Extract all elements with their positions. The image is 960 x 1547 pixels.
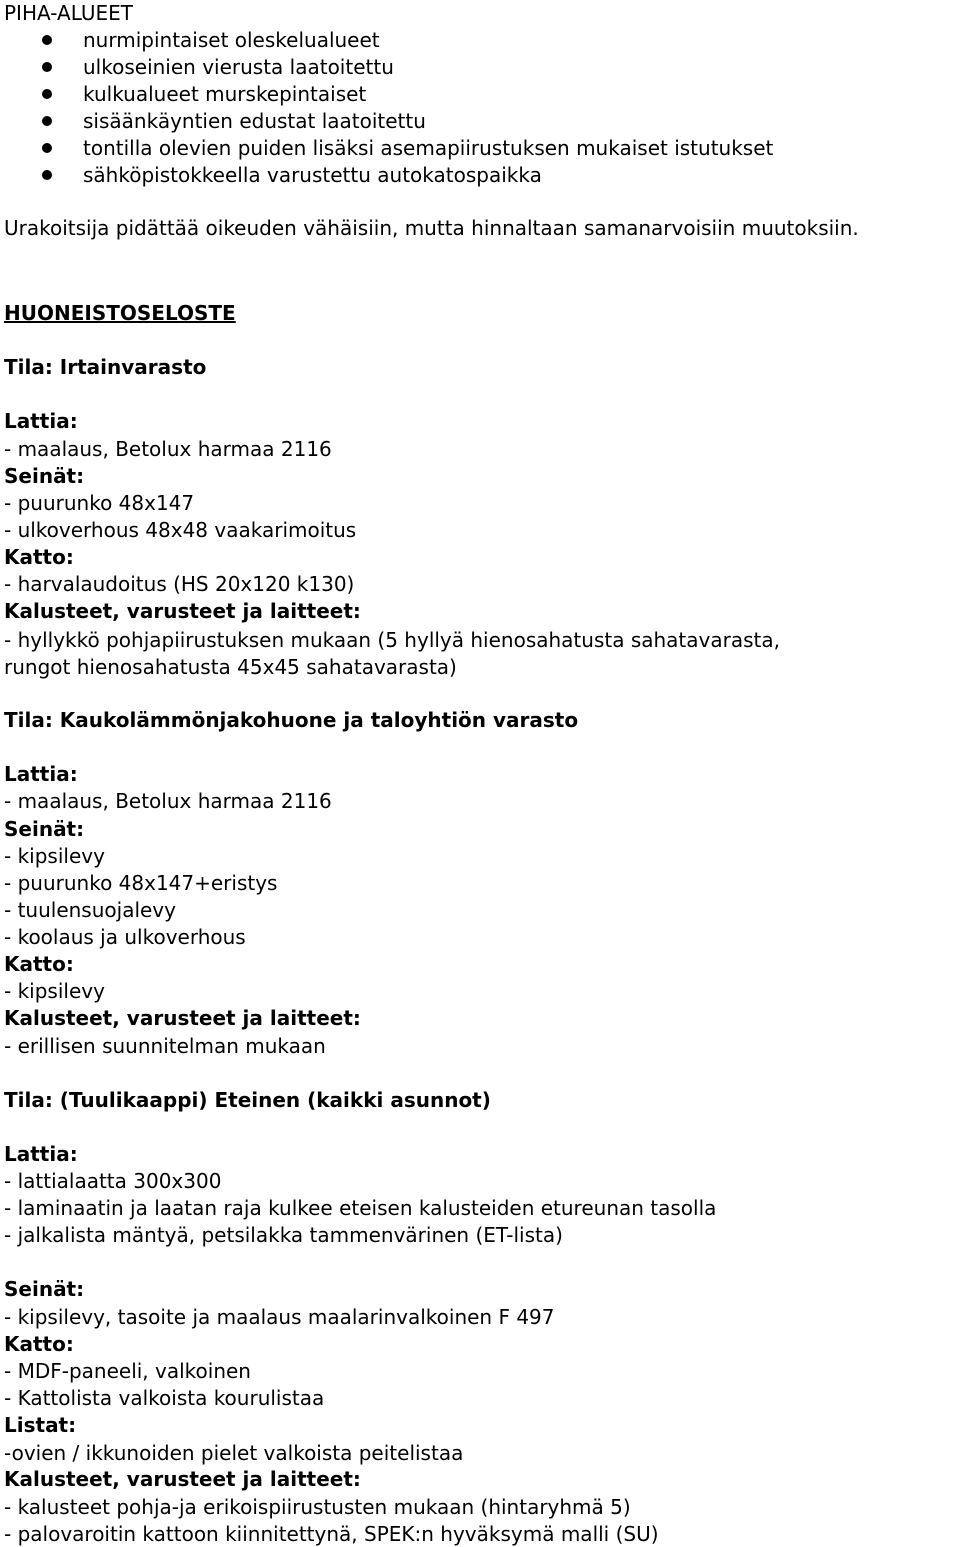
label-seinat: Seinät: xyxy=(4,817,85,841)
label-listat: Listat: xyxy=(4,1413,77,1437)
spec-line: - kipsilevy xyxy=(4,979,105,1003)
room-title: Tila: Kaukolämmönjakohuone ja taloyhtiön varasto xyxy=(4,708,579,732)
spec-line: - tuulensuojalevy xyxy=(4,898,176,922)
spec-line: - jalkalista mäntyä, petsilakka tammenvärinen (ET-lista) xyxy=(4,1223,563,1247)
spec-line: - puurunko 48x147+eristys xyxy=(4,871,278,895)
bullet-text: sisäänkäyntien edustat laatoitettu xyxy=(83,109,426,133)
spec-line: - kalusteet pohja-ja erikoispiirustusten mukaan (hintaryhmä 5) xyxy=(4,1495,631,1519)
spec-line: - ulkoverhous 48x48 vaakarimoitus xyxy=(4,518,357,542)
bullet-text: kulkualueet murskepintaiset xyxy=(83,82,367,106)
label-kalusteet: Kalusteet, varusteet ja laitteet: xyxy=(4,599,361,623)
label-katto: Katto: xyxy=(4,545,74,569)
bullet-text: sähköpistokkeella varustettu autokatospaikka xyxy=(83,163,542,187)
spec-line: - maalaus, Betolux harmaa 2116 xyxy=(4,437,332,461)
bullet-dot-icon xyxy=(42,116,52,126)
label-kalusteet: Kalusteet, varusteet ja laitteet: xyxy=(4,1006,361,1030)
spec-line: - maalaus, Betolux harmaa 2116 xyxy=(4,789,332,813)
label-lattia: Lattia: xyxy=(4,1142,78,1166)
spec-line: -ovien / ikkunoiden pielet valkoista peitelistaa xyxy=(4,1441,464,1465)
spec-line: - lattialaatta 300x300 xyxy=(4,1169,222,1193)
bullet-dot-icon xyxy=(42,62,52,72)
bullet-dot-icon xyxy=(42,143,52,153)
label-seinat: Seinät: xyxy=(4,464,85,488)
bullet-text: nurmipintaiset oleskelualueet xyxy=(83,28,380,52)
bullet-text: tontilla olevien puiden lisäksi asemapiirustuksen mukaiset istutukset xyxy=(83,136,774,160)
spec-line: - erillisen suunnitelman mukaan xyxy=(4,1034,326,1058)
spec-line: - kipsilevy, tasoite ja maalaus maalarinvalkoinen F 497 xyxy=(4,1305,555,1329)
room-title: Tila: (Tuulikaappi) Eteinen (kaikki asunnot) xyxy=(4,1088,491,1112)
label-lattia: Lattia: xyxy=(4,762,78,786)
label-kalusteet: Kalusteet, varusteet ja laitteet: xyxy=(4,1467,361,1491)
spec-line: - Kattolista valkoista kourulistaa xyxy=(4,1386,325,1410)
spec-line: - puurunko 48x147 xyxy=(4,491,195,515)
spec-line: - MDF-paneeli, valkoinen xyxy=(4,1359,251,1383)
bullet-dot-icon xyxy=(42,170,52,180)
bullet-dot-icon xyxy=(42,35,52,45)
spec-line: - kipsilevy xyxy=(4,844,105,868)
spec-line: - harvalaudoitus (HS 20x120 k130) xyxy=(4,572,355,596)
spec-line: - laminaatin ja laatan raja kulkee eteisen kalusteiden etureunan tasolla xyxy=(4,1196,717,1220)
label-seinat: Seinät: xyxy=(4,1277,85,1301)
label-katto: Katto: xyxy=(4,1332,74,1356)
contractor-note: Urakoitsija pidättää oikeuden vähäisiin, mutta hinnaltaan samanarvoisiin muutoksiin. xyxy=(4,216,859,240)
label-lattia: Lattia: xyxy=(4,409,78,433)
spec-line: - palovaroitin kattoon kiinnitettynä, SPEK:n hyväksymä malli (SU) xyxy=(4,1522,659,1546)
spec-line: - koolaus ja ulkoverhous xyxy=(4,925,246,949)
page-heading: HUONEISTOSELOSTE xyxy=(4,301,236,325)
spec-line: - hyllykkö pohjapiirustuksen mukaan (5 hyllyä hienosahatusta sahatavarasta, xyxy=(4,628,780,652)
bullet-text: ulkoseinien vierusta laatoitettu xyxy=(83,55,394,79)
spec-line: rungot hienosahatusta 45x45 sahatavarasta) xyxy=(4,655,457,679)
bullet-dot-icon xyxy=(42,89,52,99)
section-title-piha: PIHA-ALUEET xyxy=(4,1,133,25)
label-katto: Katto: xyxy=(4,952,74,976)
room-title: Tila: Irtainvarasto xyxy=(4,355,207,379)
